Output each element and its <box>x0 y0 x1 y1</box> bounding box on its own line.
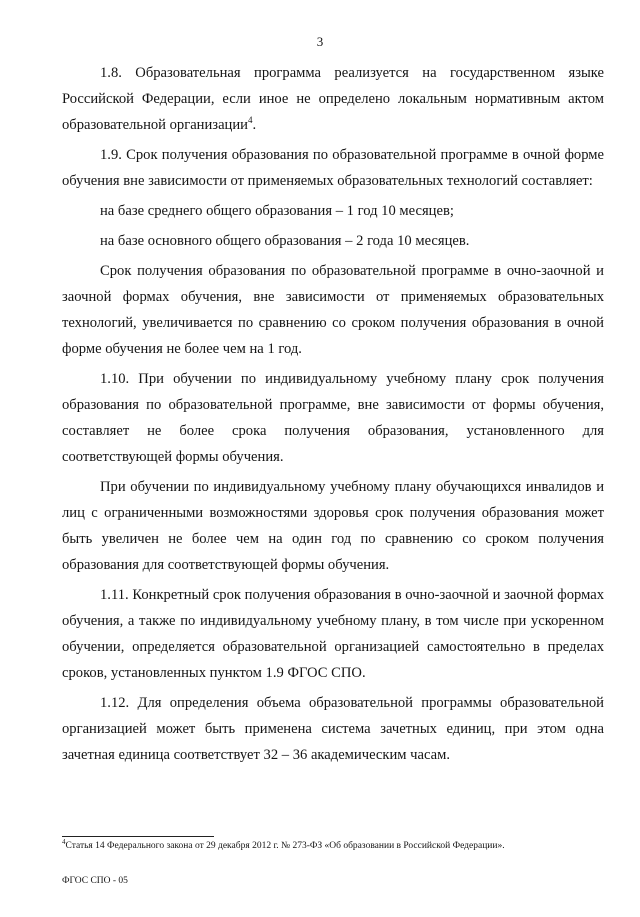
paragraph-1-12: 1.12. Для определения объема образовательной программы образовательной организацией может быть применена система зачетных единиц, при этом одна зачетная единица соответствует 32 – 36 академическим часам. <box>62 695 604 763</box>
paragraph-1-8 <box>62 60 604 138</box>
paragraph-basic-basis: на базе основного общего образования – 2 года 10 месяцев. <box>100 233 470 249</box>
document-body <box>62 60 604 772</box>
footnote-text: Статья 14 Федерального закона от 29 декабря 2012 г. № 273-ФЗ «Об образовании в Российской Федерации». <box>65 841 505 851</box>
page-number: 3 <box>316 34 324 49</box>
footnote <box>62 837 622 852</box>
footnote-mark: 4 <box>62 837 66 846</box>
paragraph-disabled-students: При обучении по индивидуальному учебному плану обучающихся инвалидов и лиц с ограниченными возможностями здоровья срок получения образования может быть увеличен не более чем на один год по сравнению со сроком получения образования для соответствующей формы обучения. <box>62 479 604 573</box>
paragraph-1-9: 1.9. Срок получения образования по образовательной программе в очной форме обучения вне зависимости от применяемых образовательных технологий составляет: <box>62 147 604 189</box>
paragraph-part-time-term: Срок получения образования по образовательной программе в очно-заочной и заочной формах обучения, вне зависимости от применяемых образовательных технологий, увеличивается по сравнению со сроком получения образования в очной форме обучения не более чем на 1 год. <box>62 263 604 357</box>
footnote-reference: 4 <box>247 115 253 126</box>
footnote-divider <box>62 836 214 837</box>
paragraph-tail: . <box>252 117 257 133</box>
paragraph-1-10: 1.10. При обучении по индивидуальному учебному плану срок получения образования по образовательной программе, вне зависимости от формы обучения, составляет не более срока получения образования, установленного для соответствующей формы обучения. <box>62 371 604 465</box>
paragraph-secondary-basis: на базе среднего общего образования – 1 год 10 месяцев; <box>100 203 454 219</box>
paragraph-1-11: 1.11. Конкретный срок получения образования в очно-заочной и заочной формах обучения, а также по индивидуальному учебному плану, в том числе при ускоренном обучении, определяется образовательной организацией самостоятельно в пределах сроков, установленных пунктом 1.9 ФГОС СПО. <box>62 587 604 681</box>
document-code: ФГОС СПО - 05 <box>62 876 128 886</box>
paragraph-text: 1.8. Образовательная программа реализуется на государственном языке Российской Федерации, если иное не определено локальным нормативным актом образовательной организации <box>62 65 604 133</box>
